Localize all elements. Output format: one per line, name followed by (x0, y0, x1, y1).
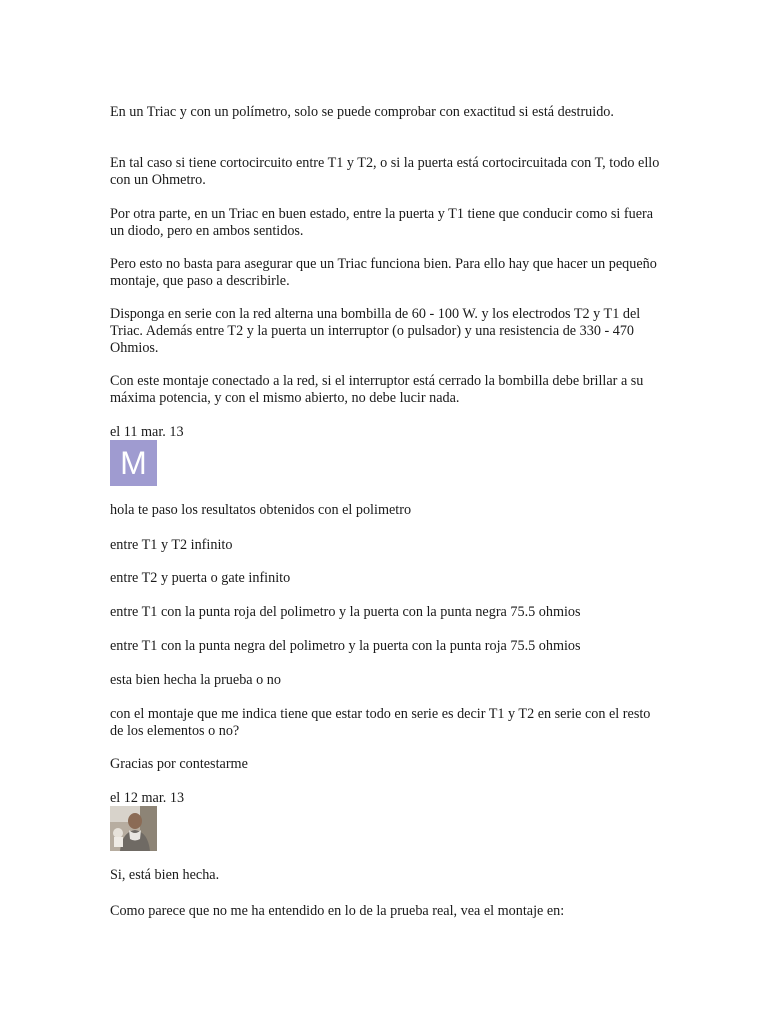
paragraph: Por otra parte, en un Triac en buen estado, entre la puerta y T1 tiene que conducir como si fuera un diodo, pero en ambos sentidos. (110, 206, 654, 239)
reply-line: Gracias por contestarme (110, 756, 248, 772)
user-photo-icon-graphic (110, 806, 157, 851)
paragraph: Disponga en serie con la red alterna una bombilla de 60 - 100 W. y los electrodos T2 y T1 del Triac. Además entre T2 y la puerta un interruptor (o pulsador) y una resistencia de 330 - 470 Ohmios. (110, 306, 641, 356)
reply-line: Si, está bien hecha. (110, 867, 220, 883)
paragraph: Pero esto no basta para asegurar que un Triac funciona bien. Para ello hay que hacer un pequeño montaje, que paso a describirle. (110, 256, 657, 289)
reply-line: hola te paso los resultatos obtenidos con el polimetro (110, 502, 412, 518)
post-date: el 12 mar. 13 (110, 790, 185, 806)
paragraph: En un Triac y con un polímetro, solo se puede comprobar con exactitud si está destruido. (110, 104, 614, 120)
reply-line: entre T1 con la punta roja del polimetro y la puerta con la punta negra 75.5 ohmios (110, 604, 581, 620)
paragraph: Con este montaje conectado a la red, si el interruptor está cerrado la bombilla debe brillar a su máxima potencia, y con el mismo abierto, no debe lucir nada. (110, 373, 644, 406)
reply-line: esta bien hecha la prueba o no (110, 672, 281, 688)
reply-line: entre T1 y T2 infinito (110, 537, 233, 553)
avatar-letter: M (120, 445, 147, 481)
reply-line: entre T1 con la punta negra del polimetro y la puerta con la punta roja 75.5 ohmios (110, 638, 581, 654)
paragraph: En tal caso si tiene cortocircuito entre T1 y T2, o si la puerta está cortocircuitada con T, todo ello con un Ohmetro. (110, 155, 660, 188)
user-photo-icon[interactable] (110, 806, 157, 851)
avatar[interactable] (110, 440, 157, 486)
reply-line: con el montaje que me indica tiene que estar todo en serie es decir T1 y T2 en serie con el resto de los elementos o no? (110, 706, 651, 739)
reply-line: entre T2 y puerta o gate infinito (110, 570, 291, 586)
reply-line: Como parece que no me ha entendido en lo de la prueba real, vea el montaje en: (110, 903, 565, 919)
post-date: el 11 mar. 13 (110, 424, 184, 440)
